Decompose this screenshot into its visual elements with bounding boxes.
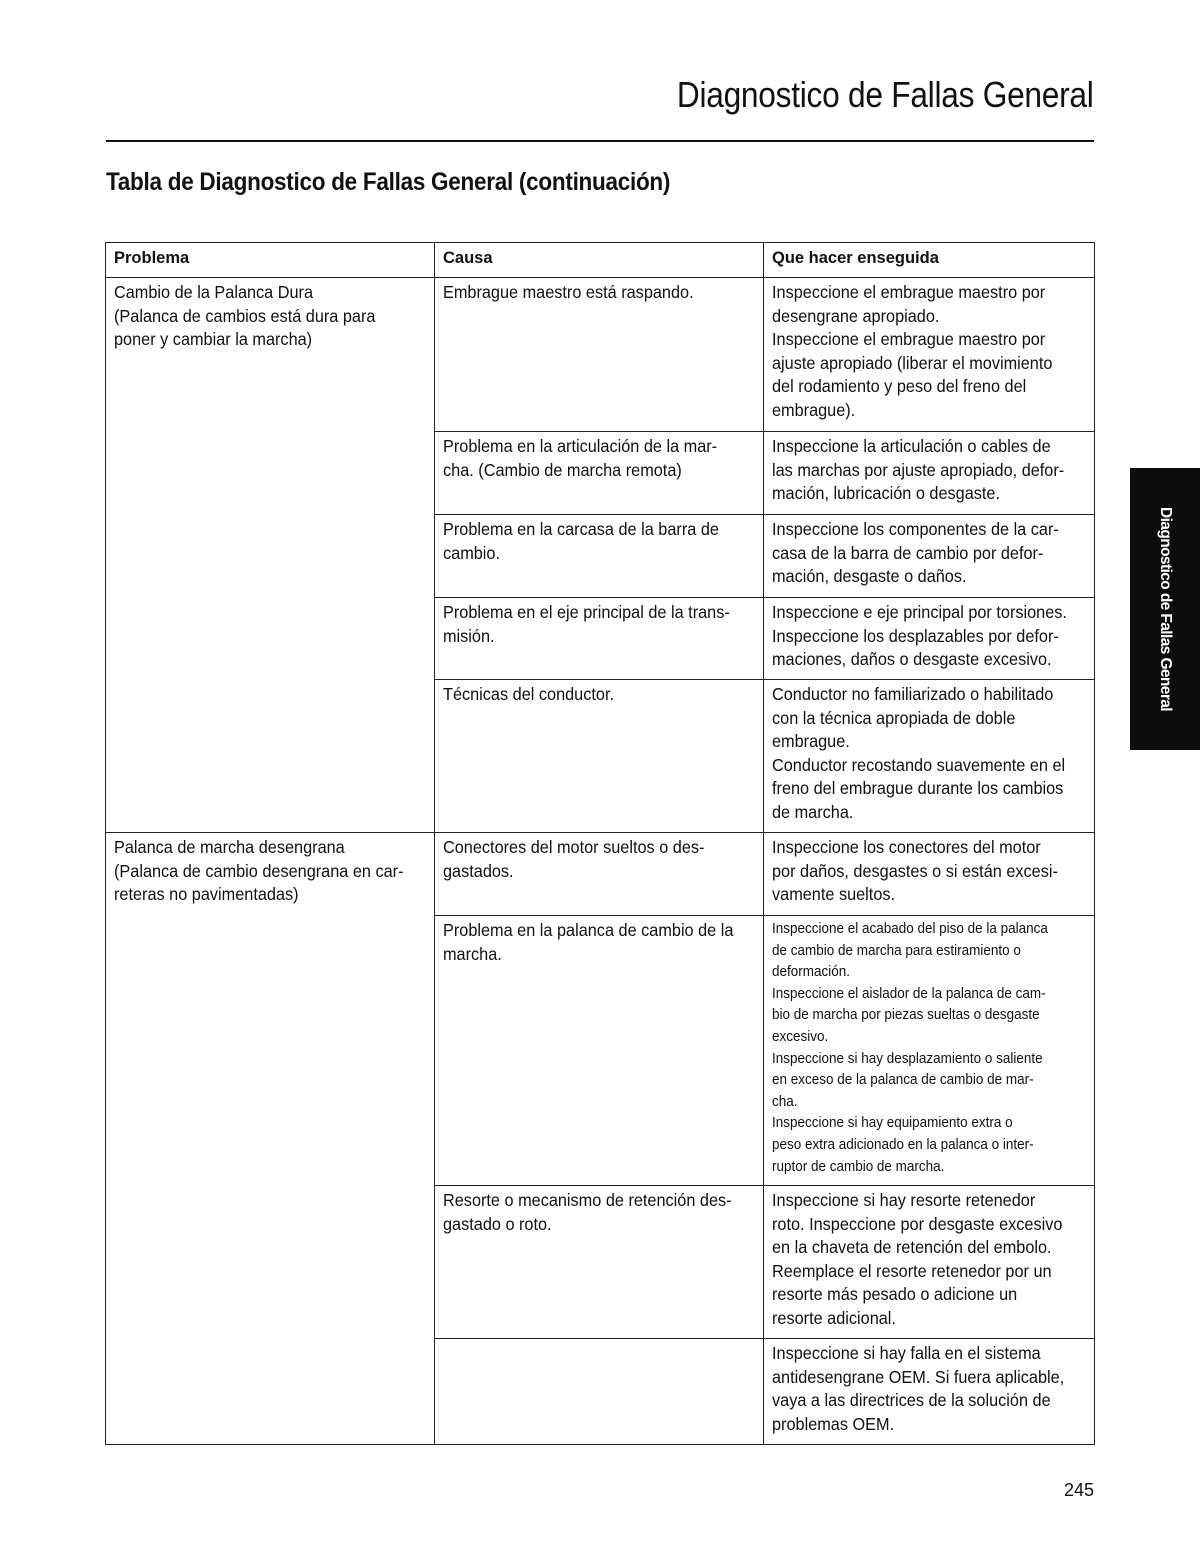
cause-text: Técnicas del conductor.: [443, 684, 614, 704]
section-title: Tabla de Diagnostico de Fallas General (continuación): [106, 168, 671, 196]
action-cell: [764, 916, 1095, 1186]
table-row: [106, 278, 1095, 432]
page-number: 245: [1063, 1480, 1094, 1500]
action-text: Inspeccione e eje principal por torsiones. Inspeccione los desplazables por defor- maciones, daños o desgaste excesivo.: [772, 602, 1067, 670]
column-header-que-hacer: Que hacer enseguida: [764, 243, 1095, 278]
problem-cell: [106, 833, 435, 1445]
problem-text: Palanca de marcha desengrana (Palanca de cambio desengrana en car- reteras no pavimentadas): [114, 837, 404, 905]
column-header-problema: Problema: [106, 243, 435, 278]
header-divider: [106, 140, 1094, 142]
action-cell: [764, 680, 1095, 833]
action-cell: [764, 598, 1095, 680]
cause-cell: [435, 1186, 764, 1339]
cause-cell: [435, 1339, 764, 1445]
action-cell: [764, 278, 1095, 432]
cause-text: Problema en la carcasa de la barra de cambio.: [443, 519, 719, 563]
action-cell: [764, 432, 1095, 515]
action-text: Inspeccione los componentes de la car- casa de la barra de cambio por defor- mación, desgaste o daños.: [772, 519, 1059, 587]
column-header-causa: Causa: [435, 243, 764, 278]
side-tab-label: Diagnostico de Fallas General: [1157, 507, 1174, 711]
action-text: Inspeccione los conectores del motor por daños, desgastes o si están excesi- vamente sueltos.: [772, 837, 1058, 905]
cause-cell: [435, 833, 764, 916]
cause-cell: [435, 432, 764, 515]
cause-text: Problema en la palanca de cambio de la marcha.: [443, 920, 734, 964]
troubleshooting-table: [105, 242, 1095, 1445]
table-row: [106, 833, 1095, 916]
action-cell: [764, 833, 1095, 916]
cause-cell: [435, 598, 764, 680]
action-cell: [764, 1186, 1095, 1339]
cause-cell: [435, 515, 764, 598]
action-text: Inspeccione el embrague maestro por desengrane apropiado. Inspeccione el embrague maestro por ajuste apropiado (liberar el movimiento del rodamiento y peso del freno del embrague).: [772, 282, 1053, 420]
action-cell: [764, 1339, 1095, 1445]
problem-text: Cambio de la Palanca Dura (Palanca de cambios está dura para poner y cambiar la marcha): [114, 282, 376, 350]
page-header-title: Diagnostico de Fallas General: [677, 74, 1094, 115]
action-cell: [764, 515, 1095, 598]
cause-text: Problema en el eje principal de la trans- misión.: [443, 602, 730, 646]
cause-text: Embrague maestro está raspando.: [443, 282, 694, 302]
side-section-tab: [1130, 468, 1200, 750]
action-text: Inspeccione el acabado del piso de la palanca de cambio de marcha para estiramiento o deformación. Inspeccione el aislador de la palanca de cam- bio de marcha por piezas sueltas o desgaste excesivo. Inspeccione si hay desplazamiento o saliente en exceso de la palanca de cambio de mar- cha. Inspeccione si hay equipamiento extra o peso extra adicionado en la palanca o inter- ruptor de cambio de marcha.: [772, 921, 1048, 1175]
cause-cell: [435, 278, 764, 432]
cause-text: Conectores del motor sueltos o des- gastados.: [443, 837, 705, 881]
action-text: Conductor no familiarizado o habilitado con la técnica apropiada de doble embrague. Conductor recostando suavemente en el freno del embrague durante los cambios de marcha.: [772, 684, 1066, 822]
cause-text: Problema en la articulación de la mar- cha. (Cambio de marcha remota): [443, 436, 718, 480]
action-text: Inspeccione si hay falla en el sistema antidesengrane OEM. Si fuera aplicable, vaya a las directrices de la solución de problemas OEM.: [772, 1343, 1065, 1434]
cause-cell: [435, 916, 764, 1186]
cause-cell: [435, 680, 764, 833]
cause-text: Resorte o mecanismo de retención des- gastado o roto.: [443, 1190, 732, 1234]
problem-cell: [106, 278, 435, 833]
table-header-row: [106, 243, 1095, 278]
action-text: Inspeccione la articulación o cables de las marchas por ajuste apropiado, defor- mación, lubricación o desgaste.: [772, 436, 1065, 504]
action-text: Inspeccione si hay resorte retenedor roto. Inspeccione por desgaste excesivo en la chaveta de retención del embolo. Reemplace el resorte retenedor por un resorte más pesado o adicione un resorte adicional.: [772, 1190, 1063, 1328]
